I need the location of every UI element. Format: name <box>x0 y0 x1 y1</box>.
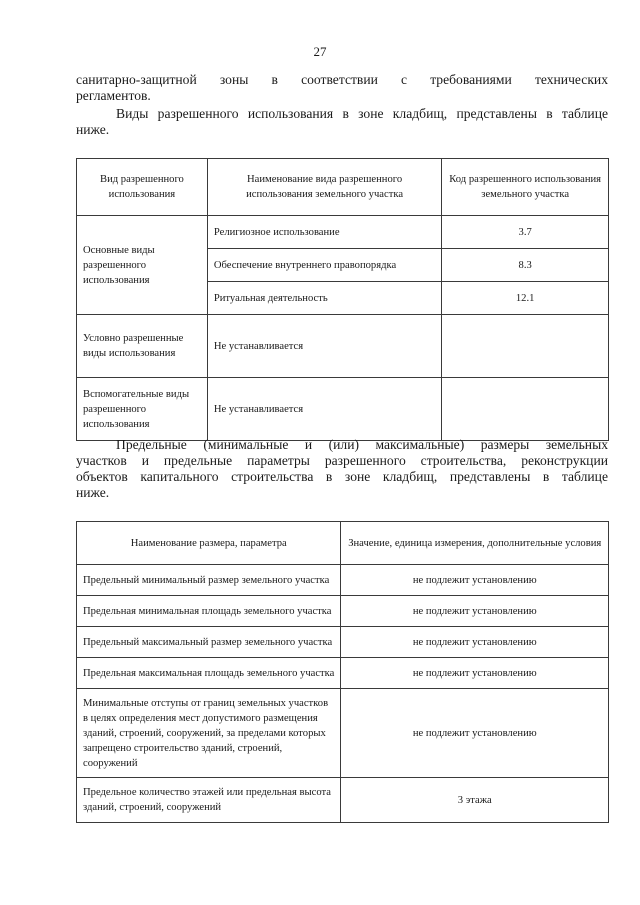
table-row <box>77 378 609 441</box>
auxiliary-uses-value: Не устанавливается <box>207 378 441 441</box>
use-name: Религиозное использование <box>207 216 441 249</box>
parameter-name: Предельная максимальная площадь земельного участка <box>77 658 341 689</box>
header-use-name: Наименование вида разрешенного использования земельного участка <box>207 159 441 216</box>
parameter-name: Предельный минимальный размер земельного участка <box>77 565 341 596</box>
para2-line-3: объектов капитального строительства в зоне кладбищ, представлены в таблице <box>76 469 608 484</box>
main-uses-label: Основные виды разрешенного использования <box>77 216 208 315</box>
parameter-value: не подлежит установлению <box>341 627 609 658</box>
table-row <box>77 565 609 596</box>
header-parameter-value: Значение, единица измерения, дополнительные условия <box>341 522 609 565</box>
conditional-uses-value: Не устанавливается <box>207 315 441 378</box>
header-use-code: Код разрешенного использования земельного участка <box>442 159 609 216</box>
parameter-name: Предельная минимальная площадь земельного участка <box>77 596 341 627</box>
parameters-table <box>76 521 609 823</box>
para2-line-2: участков и предельные параметры разрешенного строительства, реконструкции <box>76 453 608 468</box>
intro-line-1: санитарно-защитной зоны в соответствии с требованиями технических <box>76 72 608 87</box>
use-code: 3.7 <box>442 216 609 249</box>
parameter-value: не подлежит установлению <box>341 689 609 778</box>
parameter-name: Предельное количество этажей или предельная высота зданий, строений, сооружений <box>77 778 341 823</box>
intro-line-4: ниже. <box>76 122 110 137</box>
parameter-name: Предельный максимальный размер земельного участка <box>77 627 341 658</box>
table-row <box>77 596 609 627</box>
conditional-uses-label: Условно разрешенные виды использования <box>77 315 208 378</box>
table-row <box>77 658 609 689</box>
empty-code-cell <box>442 315 609 378</box>
use-code: 8.3 <box>442 249 609 282</box>
parameter-value: не подлежит установлению <box>341 565 609 596</box>
table-row <box>77 689 609 778</box>
auxiliary-uses-label: Вспомогательные виды разрешенного использования <box>77 378 208 441</box>
table-row <box>77 778 609 823</box>
table-row <box>77 216 609 249</box>
empty-code-cell <box>442 378 609 441</box>
use-name: Обеспечение внутреннего правопорядка <box>207 249 441 282</box>
para2-line-4: ниже. <box>76 485 110 500</box>
header-use-type: Вид разрешенного использования <box>77 159 208 216</box>
parameter-value: 3 этажа <box>341 778 609 823</box>
parameter-name: Минимальные отступы от границ земельных участков в целях определения мест допустимого размещения зданий, строений, сооружений, за пределами которых запрещено строительство зданий, строений, сооружений <box>77 689 341 778</box>
header-parameter-name: Наименование размера, параметра <box>77 522 341 565</box>
permitted-use-table <box>76 158 609 441</box>
use-code: 12.1 <box>442 282 609 315</box>
use-name: Ритуальная деятельность <box>207 282 441 315</box>
parameter-value: не подлежит установлению <box>341 596 609 627</box>
table-row <box>77 315 609 378</box>
para2-line-1: Предельные (минимальные и (или) максимальные) размеры земельных <box>116 437 608 452</box>
intro-line-3: Виды разрешенного использования в зоне кладбищ, представлены в таблице <box>116 106 608 121</box>
parameter-value: не подлежит установлению <box>341 658 609 689</box>
intro-line-2: регламентов. <box>76 88 151 103</box>
table-header-row <box>77 522 609 565</box>
table-header-row <box>77 159 609 216</box>
table-row <box>77 627 609 658</box>
page-number: 27 <box>313 44 327 59</box>
